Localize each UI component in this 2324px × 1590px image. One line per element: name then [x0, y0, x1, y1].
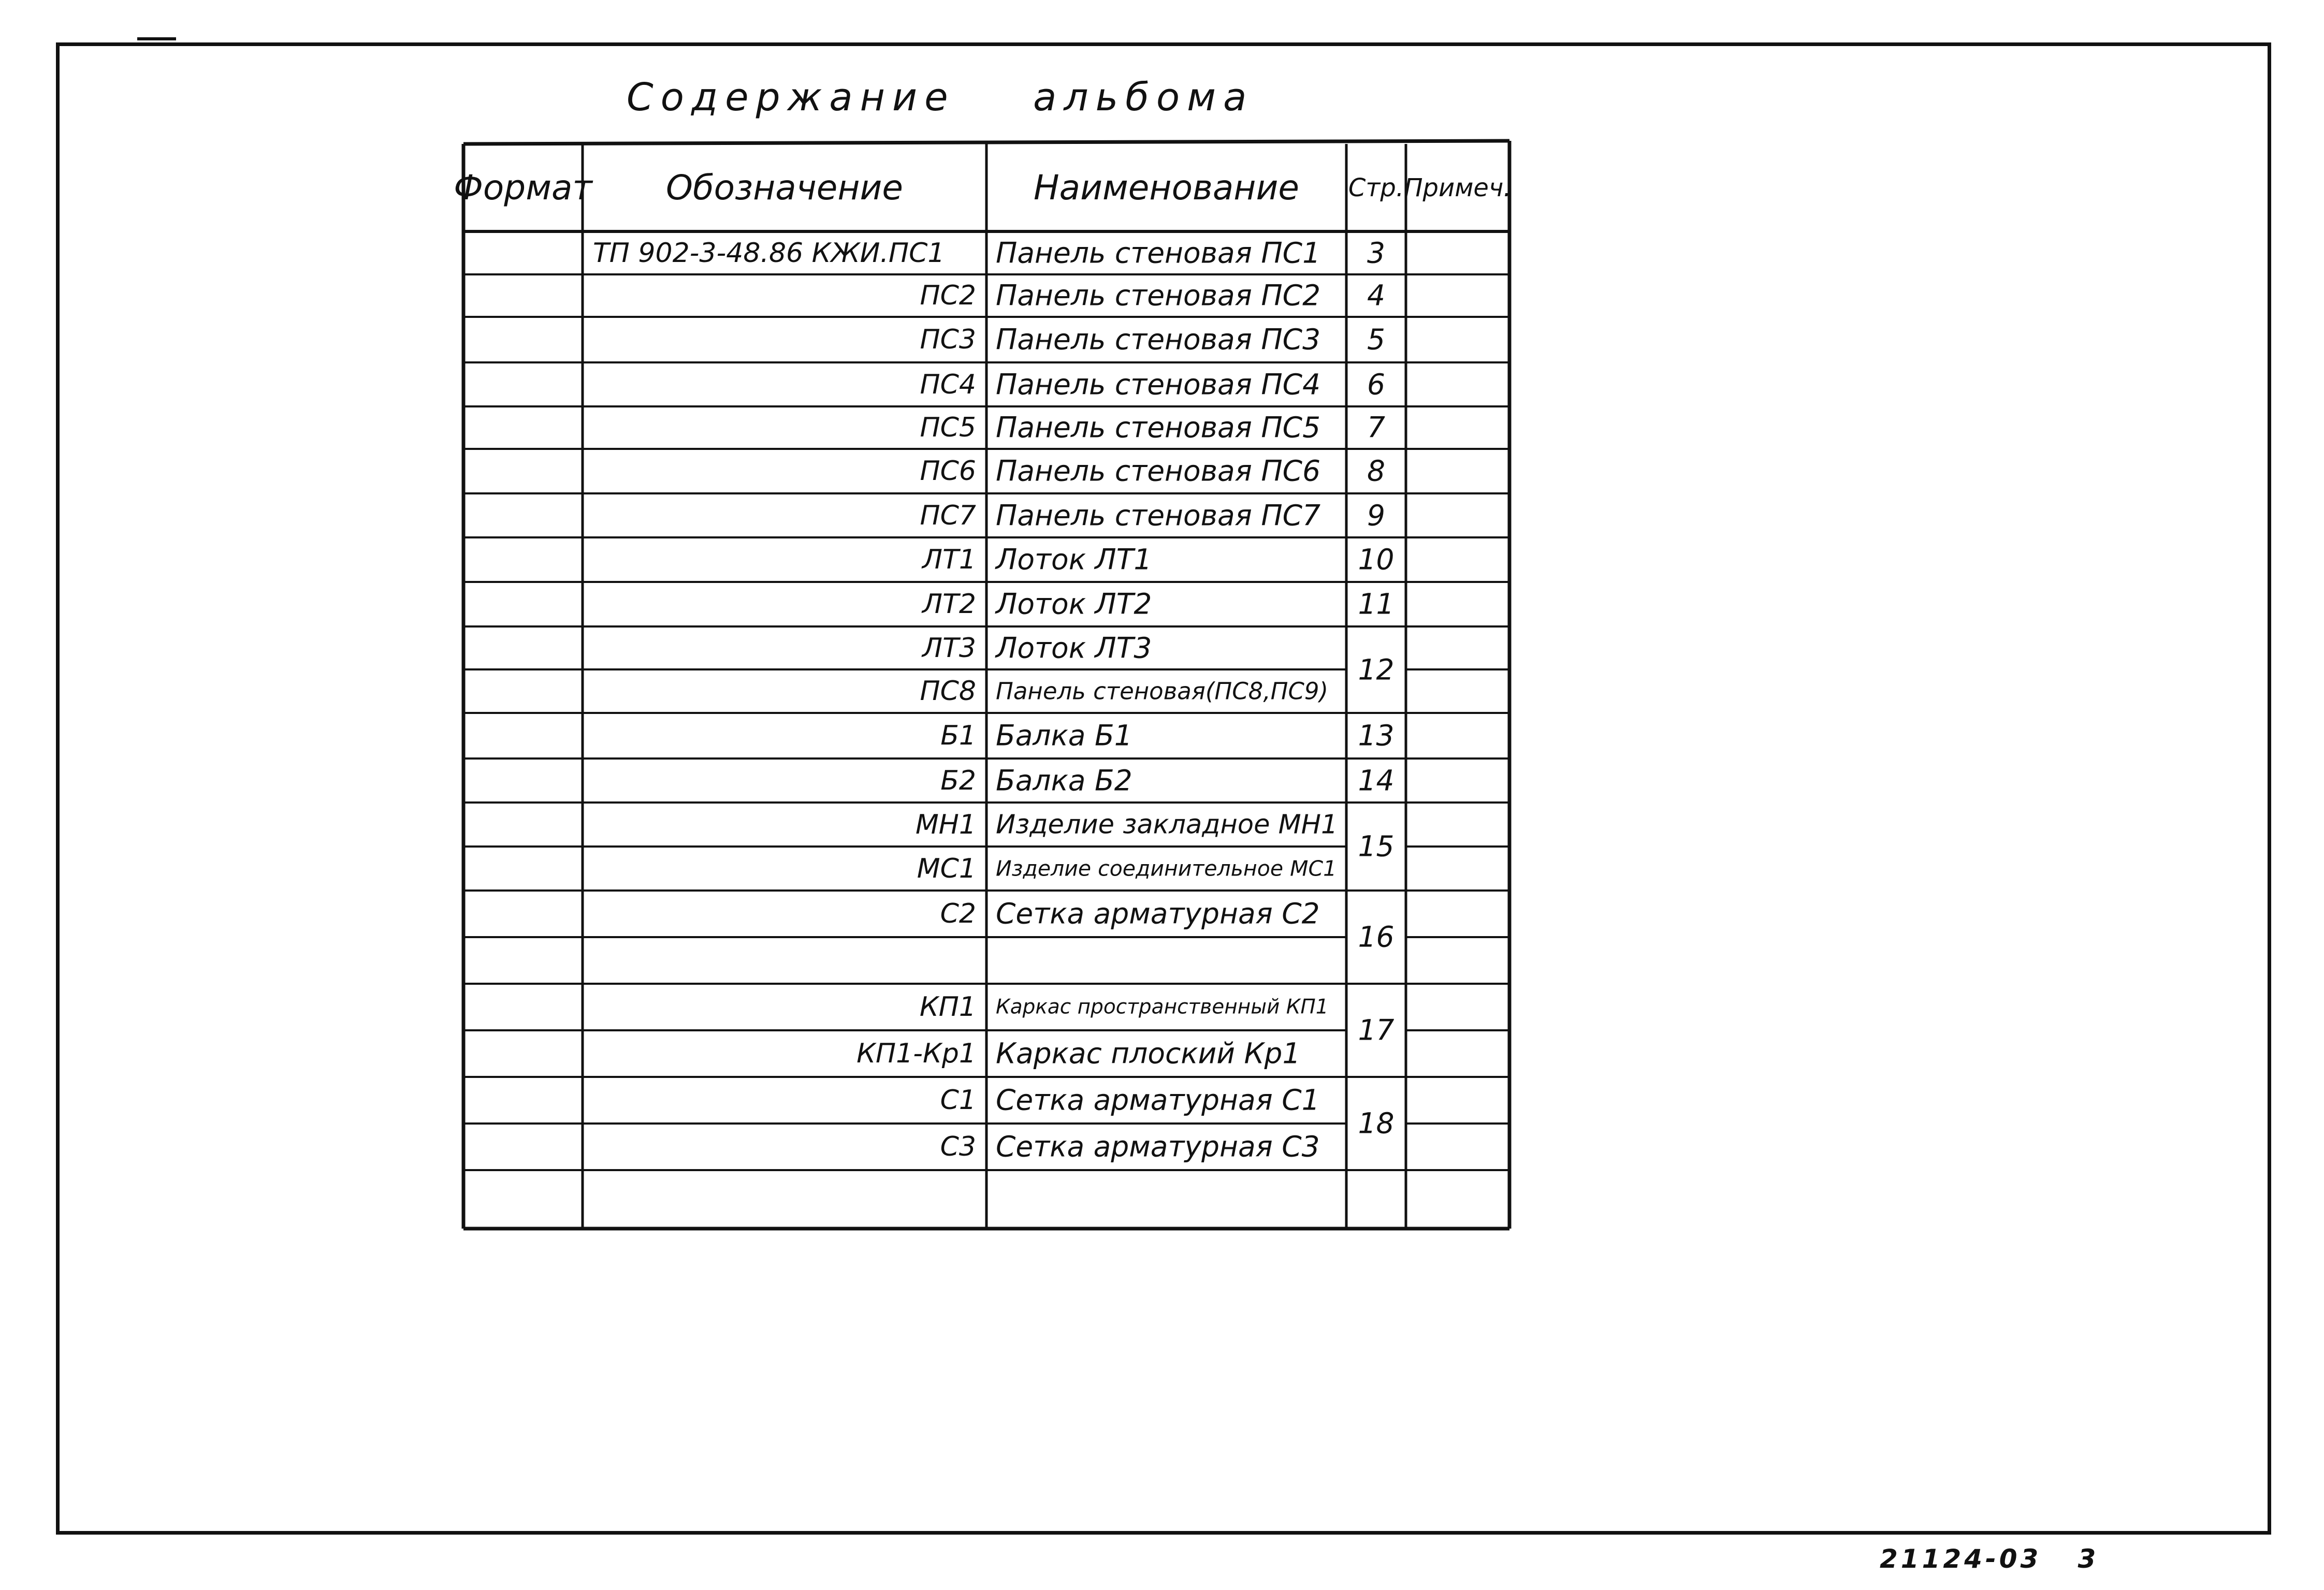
row-name: Панель стеновая(ПС8,ПС9): [996, 677, 1329, 705]
row-name: Сетка арматурная С1: [996, 1083, 1320, 1117]
header-name: Наименование: [1034, 167, 1299, 208]
row-page: 11: [1358, 587, 1395, 621]
row-page: 14: [1358, 764, 1395, 797]
row-designation: ЛТ2: [922, 589, 976, 620]
row-name: Панель стеновая ПС6: [996, 454, 1321, 488]
header-designation: Обозначение: [666, 167, 903, 208]
row-designation: КП1: [919, 991, 976, 1023]
row-designation: С3: [940, 1131, 976, 1162]
row-name: Лоток ЛТ1: [996, 543, 1152, 576]
row-designation: ЛТ3: [922, 632, 976, 664]
row-name: Изделие соединительное МС1: [996, 856, 1337, 881]
row-designation: ЛТ1: [922, 544, 976, 575]
row-designation: ПС4: [920, 369, 976, 400]
row-page: 13: [1358, 719, 1395, 752]
row-name: Лоток ЛТ3: [996, 631, 1152, 664]
row-designation: Б2: [940, 765, 976, 796]
row-designation: ТП 902-3-48.86 КЖИ.ПС1: [593, 237, 945, 269]
row-designation: МС1: [917, 853, 976, 884]
row-designation: ПС2: [920, 280, 976, 311]
row-designation: МН1: [915, 809, 976, 840]
row-name: Каркас пространственный КП1: [996, 995, 1329, 1019]
corner-mark: [137, 37, 176, 40]
row-name: Балка Б1: [996, 719, 1132, 752]
row-designation: Б1: [940, 720, 976, 751]
row-name: Панель стеновая ПС5: [996, 411, 1321, 444]
row-page: 6: [1367, 368, 1385, 401]
merged-page: 17: [1358, 1013, 1395, 1047]
header-format: Формат: [454, 167, 592, 208]
row-page: 5: [1367, 323, 1385, 356]
row-name: Балка Б2: [996, 764, 1132, 797]
row-name: Панель стеновая ПС4: [996, 368, 1321, 401]
row-page: 4: [1367, 279, 1385, 312]
row-name: Каркас плоский Кр1: [996, 1037, 1301, 1070]
merged-page: 15: [1358, 829, 1395, 863]
row-name: Изделие закладное МН1: [996, 809, 1338, 840]
row-page: 10: [1358, 543, 1395, 576]
album-title-left: Содержание: [627, 75, 955, 120]
row-name: Сетка арматурная С3: [996, 1130, 1320, 1163]
merged-page: 12: [1358, 653, 1395, 686]
merged-page: 16: [1358, 920, 1395, 954]
row-page: 9: [1367, 499, 1385, 532]
row-name: Панель стеновая ПС7: [996, 499, 1321, 532]
row-designation: ПС8: [920, 676, 976, 707]
row-page: 8: [1367, 454, 1385, 488]
row-designation: ПС6: [920, 456, 976, 487]
row-designation: С1: [940, 1085, 976, 1116]
row-designation: ПС5: [920, 412, 976, 443]
row-name: Панель стеновая ПС2: [996, 279, 1321, 312]
merged-page: 18: [1358, 1106, 1395, 1140]
row-page: 7: [1367, 411, 1385, 444]
header-note: Примеч.: [1404, 173, 1512, 202]
row-designation: С2: [940, 898, 976, 929]
row-designation: КП1-Кр1: [856, 1038, 976, 1069]
row-name: Панель стеновая ПС1: [996, 236, 1321, 269]
row-designation: ПС7: [920, 500, 976, 531]
album-title-right: альбома: [1033, 75, 1254, 120]
row-designation: ПС3: [920, 324, 976, 355]
row-page: 3: [1367, 236, 1385, 269]
row-name: Панель стеновая ПС3: [996, 323, 1321, 356]
row-name: Сетка арматурная С2: [996, 897, 1320, 930]
sheet-code: 21124-03 3: [1880, 1544, 2099, 1574]
row-name: Лоток ЛТ2: [996, 587, 1152, 621]
header-page: Стр.: [1348, 173, 1404, 202]
